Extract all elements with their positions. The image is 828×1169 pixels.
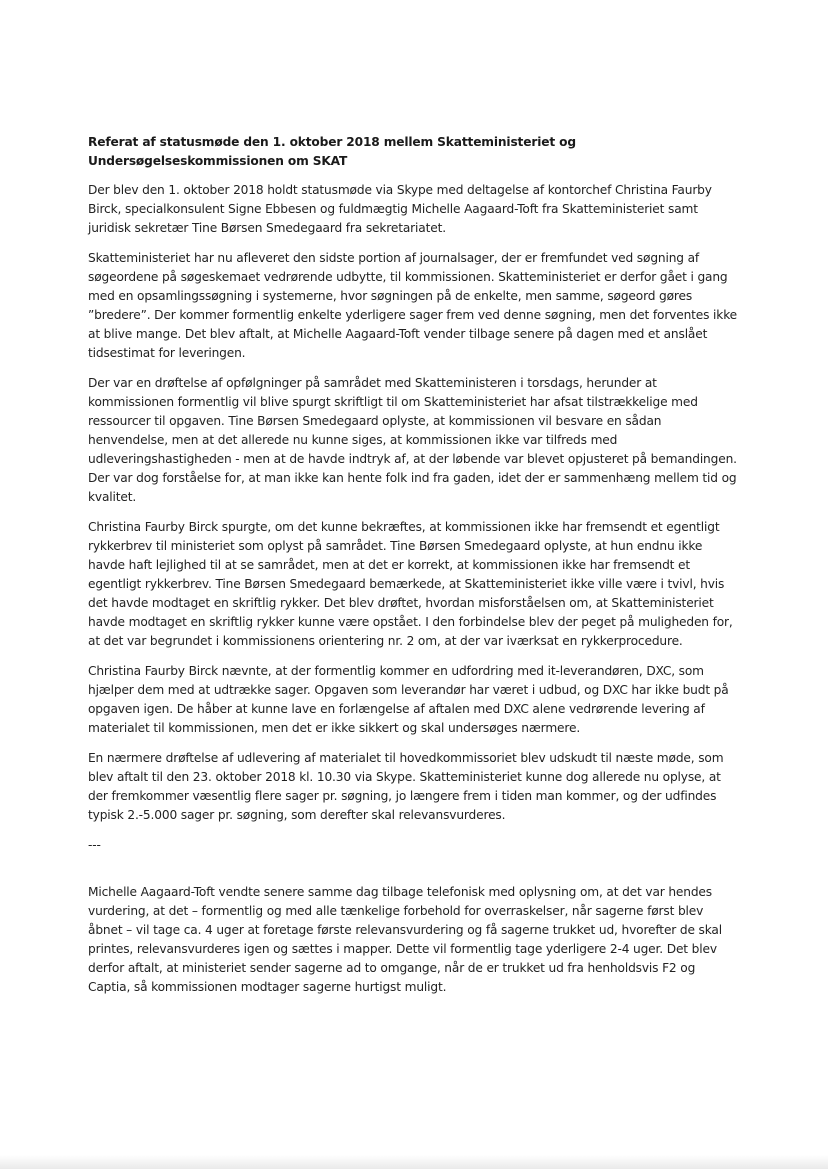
document-page <box>88 133 738 1008</box>
paragraph-journal-cases: Skatteministeriet har nu afleveret den sidste portion af journalsager, der er fremfundet ved søgning af søgeordene på søgeskemaet vedrørende udbytte, til kommissionen. Skatteministeriet er derfor gået i gang med en opsamlingssøgning i systemerne, hvor søgningen på de enkelte, men samme, søgeord gøres ”bredere”. Der kommer formentlig enkelte yderligere sager frem ved denne søgning, men det forventes ikke at blive mange. Det blev aftalt, at Michelle Aagaard-Toft vender tilbage senere på dagen med et anslået tidsestimat for leveringen. <box>88 251 738 360</box>
paragraph-reminder-letter: Christina Faurby Birck spurgte, om det kunne bekræftes, at kommissionen ikke har fremsendt et egentligt rykkerbrev til ministeriet som oplyst på samrådet. Tine Børsen Smedegaard oplyste, at hun endnu ikke havde haft lejlighed til at se samrådet, men at det er korrekt, at kommissionen ikke har fremsendt et egentligt rykkerbrev. Tine Børsen Smedegaard bemærkede, at Skatteministeriet ikke ville være i tvivl, hvis det havde modtaget en skriftlig rykker. Det blev drøftet, hvordan misforståelsen om, at Skatteministeriet havde modtaget en skriftlig rykker kunne være opstået. I den forbindelse blev der peget på muligheden for, at det var begrundet i kommissionens orientering nr. 2 om, at der var iværksat en rykkerprocedure. <box>88 520 733 648</box>
section-separator: --- <box>88 838 101 852</box>
document-title: Referat af statusmøde den 1. oktober 2018 mellem Skatteministeriet og Undersøgelseskommissionen om SKAT <box>88 135 576 168</box>
paragraph-it-supplier: Christina Faurby Birck nævnte, at der formentlig kommer en udfordring med it-leverandøren, DXC, som hjælper dem med at udtrække sager. Opgaven som leverandør har været i udbud, og DXC har ikke budt på opgaven igen. De håber at kunne lave en forlængelse af aftalen med DXC alene vedrørende levering af materialet til kommissionen, men det er ikke sikkert og skal undersøges nærmere. <box>88 664 729 735</box>
scan-edge-shadow <box>0 1155 828 1169</box>
paragraph-attendees: Der blev den 1. oktober 2018 holdt statusmøde via Skype med deltagelse af kontorchef Christina Faurby Birck, specialkonsulent Signe Ebbesen og fuldmægtig Michelle Aagaard-Toft fra Skatteministeriet samt juridisk sekretær Tine Børsen Smedegaard fra sekretariatet. <box>88 183 712 235</box>
paragraph-consultation-followup: Der var en drøftelse af opfølgninger på samrådet med Skatteministeren i torsdags, herunder at kommissionen formentlig vil blive spurgt skriftligt til om Skatteministeriet har afsat tilstrækkelige med ressourcer til opgaven. Tine Børsen Smedegaard oplyste, at kommissionen vil besvare en sådan henvendelse, men at det allerede nu kunne siges, at kommissionen ikke var tilfreds med udleveringshastigheden - men at de havde indtryk af, at der løbende var blevet opjusteret på bemandingen. Der var dog forståelse for, at man ikke kan hente folk ind fra gaden, idet der er sammenhæng mellem tid og kvalitet. <box>88 376 737 504</box>
paragraph-followup: Michelle Aagaard-Toft vendte senere samme dag tilbage telefonisk med oplysning om, at det var hendes vurdering, at det – formentlig og med alle tænkelige forbehold for overraskelser, når sagerne først blev åbnet – vil tage ca. 4 uger at foretage første relevansvurdering og få sagerne trukket ud, hvorefter de skal printes, relevansvurderes igen og sættes i mapper. Dette vil formentlig tage yderligere 2-4 uger. Det blev derfor aftalt, at ministeriet sender sagerne ad to omgange, når de er trukket ud fra henholdsvis F2 og Captia, så kommissionen modtager sagerne hurtigst muligt. <box>88 885 722 994</box>
paragraph-next-meeting: En nærmere drøftelse af udlevering af materialet til hovedkommissoriet blev udskudt til næste møde, som blev aftalt til den 23. oktober 2018 kl. 10.30 via Skype. Skatteministeriet kunne dog allerede nu oplyse, at der fremkommer væsentlig flere sager pr. søgning, jo længere frem i tiden man kommer, og der udfindes typisk 2.-5.000 sager pr. søgning, som derefter skal relevansvurderes. <box>88 751 724 822</box>
